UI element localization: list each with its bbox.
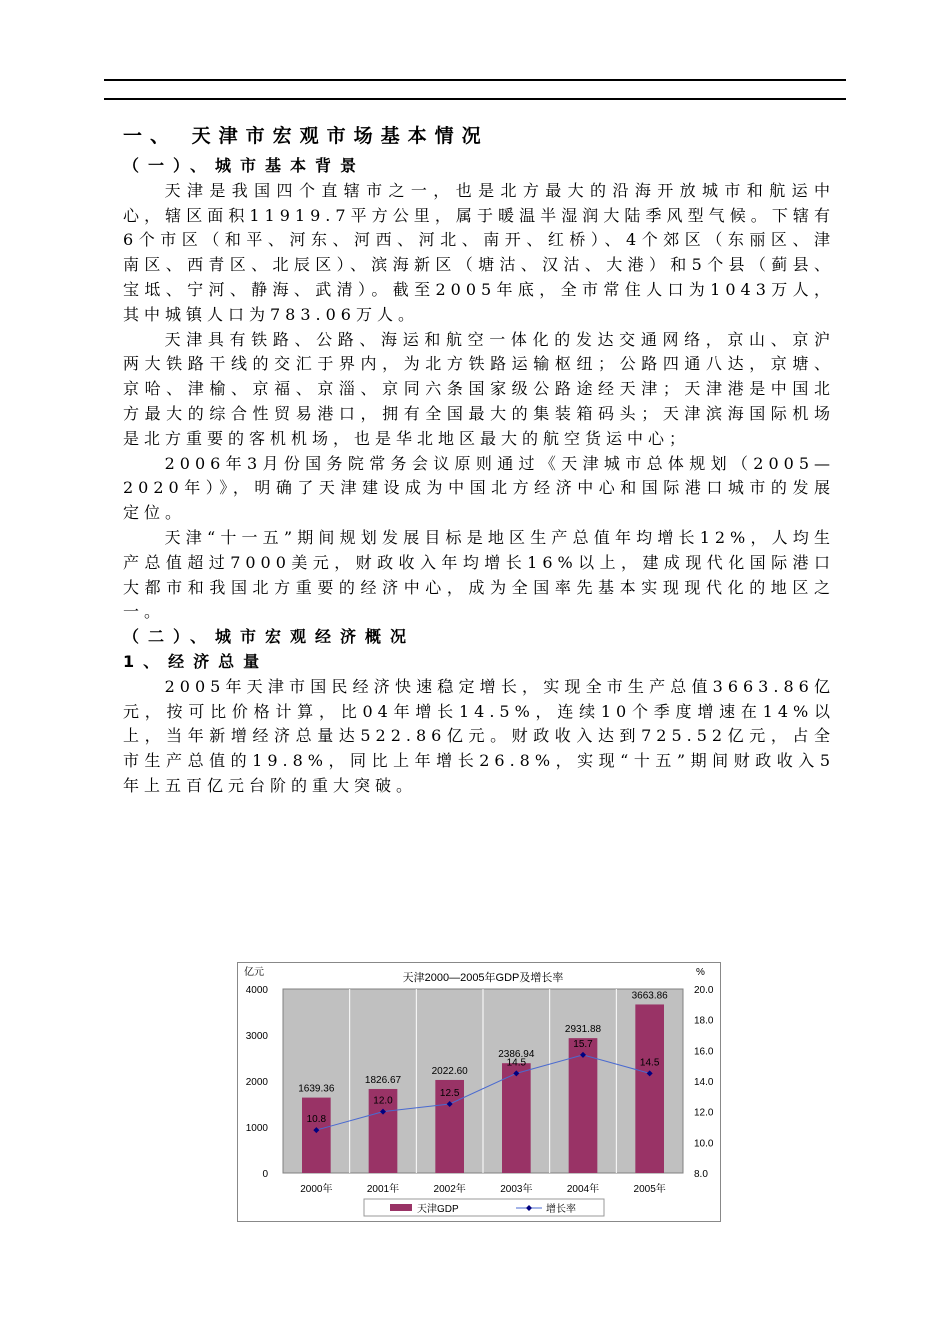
section-title: 一、 天津市宏观市场基本情况 [123,125,489,147]
y-left-tick-label: 1000 [245,1123,268,1134]
growth-rate-data-label: 12.5 [439,1088,460,1099]
subsection-title-economy: （二）、城市宏观经济概况 [123,627,416,647]
growth-rate-data-label: 10.8 [306,1114,327,1126]
header-rule-top [104,79,846,81]
growth-rate-data-label: 12.0 [373,1095,393,1107]
gdp-chart-svg [238,963,720,1221]
y-left-tick-label: 3000 [245,1031,268,1042]
y-right-tick-label: 14.0 [694,1077,714,1088]
gdp-bar [302,1098,331,1173]
y-right-tick-label: 10.0 [694,1138,714,1150]
paragraph-five-year-plan: 天津“十一五”期间规划发展目标是地区生产总值年均增长12%，人均生产总值超过7000美元，财政收入年均增长16%以上，建成现代化国际港口大都市和我国北方重要的经济中心，成为全国率先基本实现现代化的地区之一。 [123,527,835,622]
y-right-tick-label: 16.0 [694,1046,714,1058]
paragraph-overview: 天津是我国四个直辖市之一，也是北方最大的沿海开放城市和航运中心，辖区面积11919.7平方公里，属于暖温半湿润大陆季风型气候。下辖有6个市区（和平、河东、河西、河北、南开、红桥）、4个郊区（东丽区、津南区、西青区、北辰区）、滨海新区（塘沽、汉沽、大港）和5个县（蓟县、宝坻、宁河、静海、武清）。截至2005年底，全市常住人口为1043万人，其中城镇人口为783.06万人。 [123,180,835,324]
x-tick-label: 2000年 [300,1184,333,1195]
gdp-bar [635,1004,664,1173]
x-tick-label: 2005年 [633,1184,666,1195]
gdp-data-label: 2931.88 [564,1024,602,1036]
document-body [123,118,835,799]
y-right-axis-label: % [696,967,705,978]
y-right-tick-label: 12.0 [694,1107,714,1119]
growth-rate-data-label: 15.7 [573,1038,593,1050]
growth-rate-data-label: 14.5 [506,1057,527,1069]
paragraph-gdp-2005: 2005年天津市国民经济快速稳定增长，实现全市生产总值3663.86亿元，按可比价格计算，比04年增长14.5%，连续10个季度增速在14%以上，当年新增经济总量达522.86亿元。财政收入达到725.52亿元，占全市生产总值的19.8%，同比上年增长26.8%，实现“十五”期间财政收入5年上五百亿元台阶的重大突破。 [123,676,835,795]
y-right-tick-label: 8.0 [694,1169,708,1180]
gdp-data-label: 2386.94 [498,1049,535,1061]
paragraph-transport: 天津具有铁路、公路、海运和航空一体化的发达交通网络，京山、京沪两大铁路干线的交汇于界内，为北方铁路运输枢纽；公路四通八达，京塘、京哈、津榆、京福、京淄、京同六条国家级公路途经天津；天津港是中国北方最大的综合性贸易港口，拥有全国最大的集装箱码头；天津滨海国际机场是北方重要的客机机场，也是华北地区最大的航空货运中心； [123,329,835,448]
gdp-data-label: 3663.86 [631,990,668,1002]
y-right-tick-label: 18.0 [694,1015,714,1027]
y-left-tick-label: 0 [262,1169,268,1180]
subsection-title-background: （一）、城市基本背景 [123,156,366,175]
gdp-chart [237,962,721,1222]
legend-swatch-gdp [390,1204,412,1211]
x-tick-label: 2001年 [366,1184,400,1195]
x-tick-label: 2004年 [566,1184,600,1195]
y-left-tick-label: 4000 [245,985,268,996]
gdp-data-label: 1826.67 [364,1074,402,1086]
legend-label-growth: 增长率 [546,1204,576,1215]
gdp-data-label: 1639.36 [298,1083,335,1095]
x-tick-label: 2002年 [433,1184,466,1195]
subsection-title-economic-total: 1、经济总量 [123,651,269,671]
chart-title: 天津2000—2005年GDP及增长率 [402,972,564,984]
legend-label-gdp: 天津GDP [417,1204,459,1215]
gdp-bar [502,1063,531,1173]
paragraph-planning: 2006年3月份国务院常务会议原则通过《天津城市总体规划（2005—2020年）》，明确了天津建设成为中国北方经济中心和国际港口城市的发展定位。 [123,453,835,523]
y-right-tick-label: 20.0 [694,985,714,996]
gdp-data-label: 2022.60 [431,1065,468,1077]
growth-rate-data-label: 14.5 [639,1057,660,1069]
y-left-tick-label: 2000 [245,1077,268,1088]
x-tick-label: 2003年 [500,1184,533,1195]
header-rule-bottom [104,98,846,100]
y-left-axis-label: 亿元 [244,967,264,978]
gdp-bar [569,1038,598,1173]
